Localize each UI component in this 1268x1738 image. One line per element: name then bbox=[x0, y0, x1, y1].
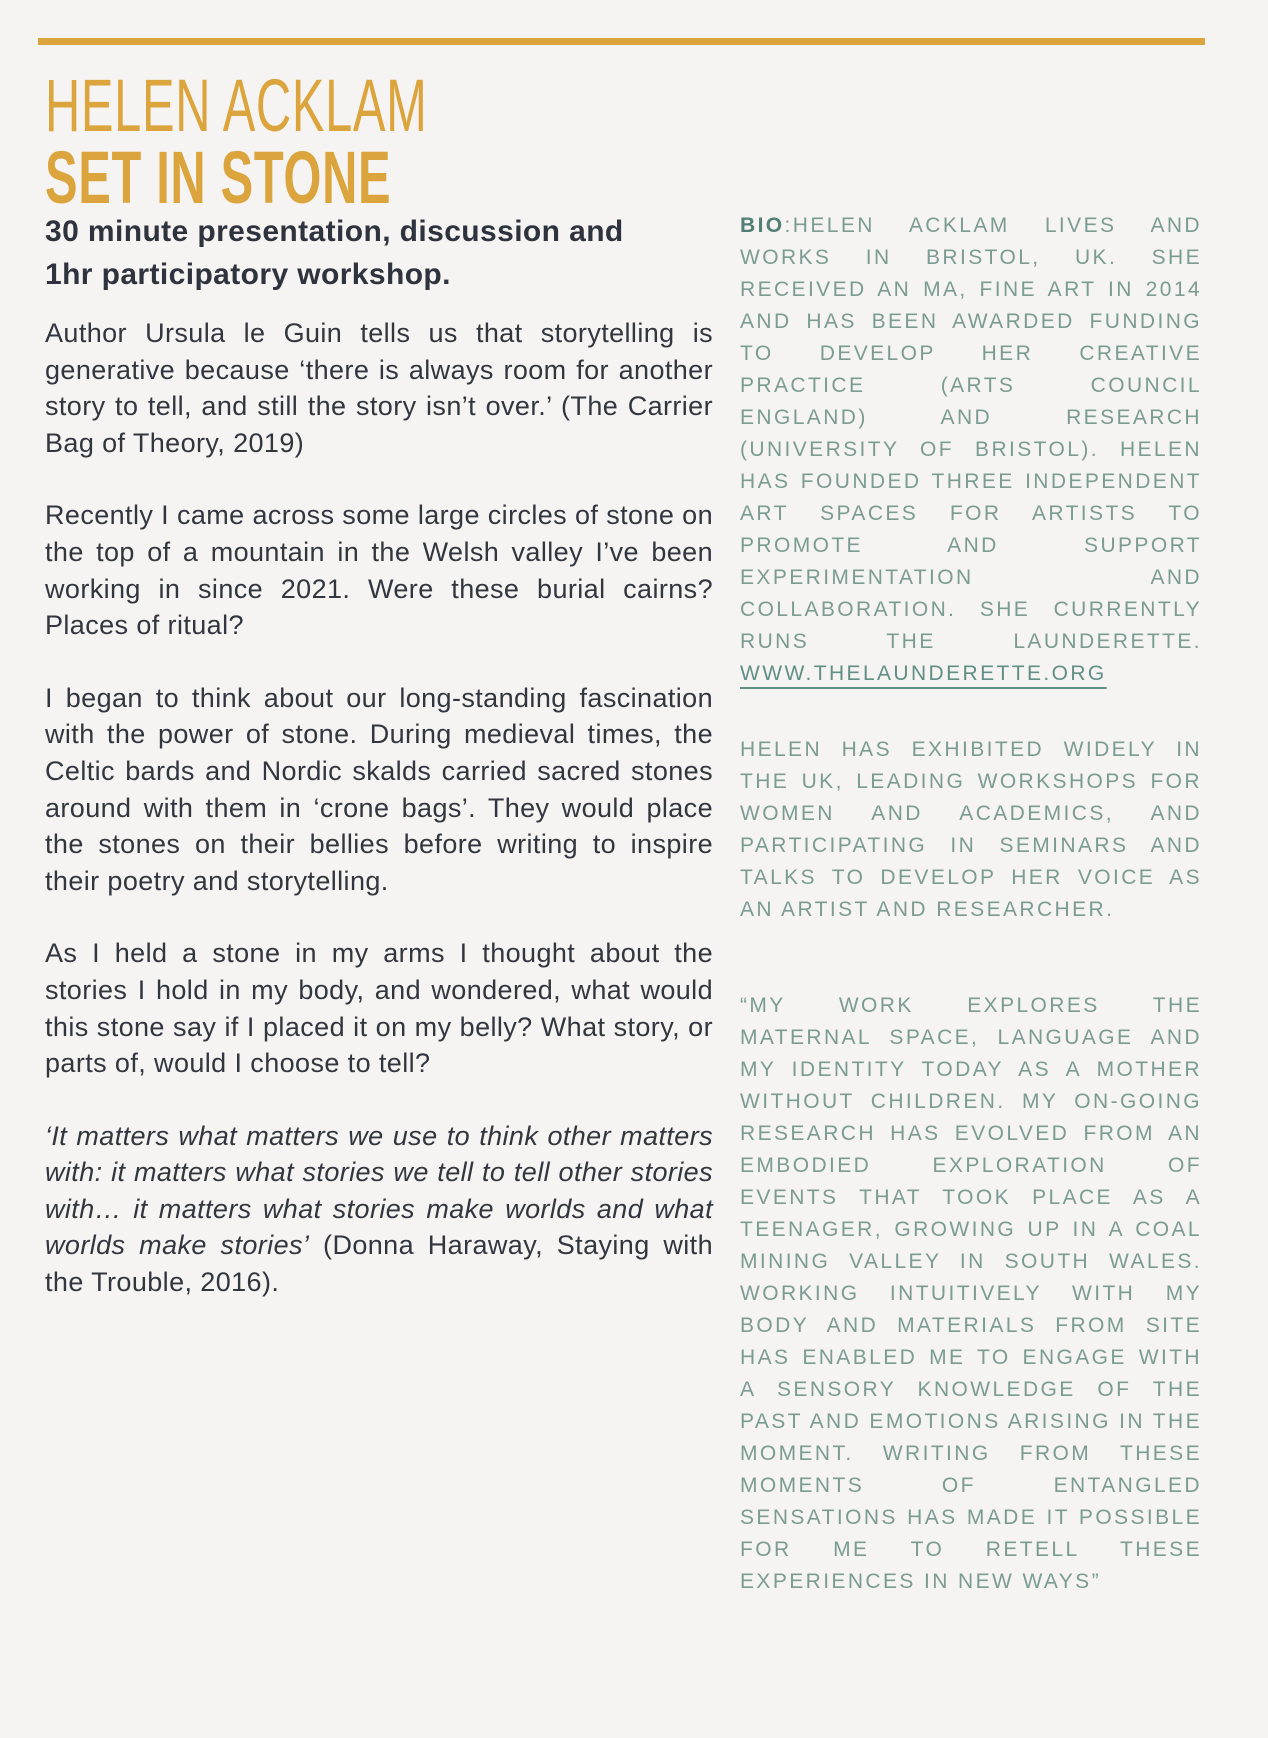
right-column-bio bbox=[740, 210, 1202, 1619]
page-title bbox=[45, 64, 625, 219]
artist-statement-quote: “MY WORK EXPLORES THE MATERNAL SPACE, LANGUAGE AND MY IDENTITY TODAY AS A MOTHER WITHOUT CHILDREN. MY ON-GOING RESEARCH HAS EVOLVED FROM AN EMBODIED EXPLORATION OF EVENTS THAT TOOK PLACE AS A TEENAGER, GROWING UP IN A COAL MINING VALLEY IN SOUTH WALES. WORKING INTUITIVELY WITH MY BODY AND MATERIALS FROM SITE HAS ENABLED ME TO ENGAGE WITH A SENSORY KNOWLEDGE OF THE PAST AND EMOTIONS ARISING IN THE MOMENT. WRITING FROM THESE MOMENTS OF ENTANGLED SENSATIONS HAS MADE IT POSSIBLE FOR ME TO RETELL THESE EXPERIENCES IN NEW WAYS” bbox=[740, 994, 1202, 1593]
bio-paragraph-2: HELEN HAS EXHIBITED WIDELY IN THE UK, LEADING WORKSHOPS FOR WOMEN AND ACADEMICS, AND PARTICIPATING IN SEMINARS AND TALKS TO DEVELOP HER VOICE AS AN ARTIST AND RESEARCHER. bbox=[740, 738, 1202, 921]
bio-text: :HELEN ACKLAM LIVES AND WORKS IN BRISTOL, UK. SHE RECEIVED AN MA, FINE ART IN 2014 AND HAS BEEN AWARDED FUNDING TO DEVELOP HER CREATIVE PRACTICE (ARTS COUNCIL ENGLAND) AND RESEARCH (UNIVERSITY OF BRISTOL). HELEN HAS FOUNDED THREE INDEPENDENT ART SPACES FOR ARTISTS TO PROMOTE AND SUPPORT EXPERIMENTATION AND COLLABORATION. SHE CURRENTLY RUNS THE LAUNDERETTE. bbox=[740, 214, 1202, 653]
session-format-subtitle: 30 minute presentation, discussion and 1hr participatory workshop. bbox=[45, 215, 624, 291]
body-paragraph: As I held a stone in my arms I thought about the stories I hold in my body, and wondered, what would this stone say if I placed it on my belly? What story, or parts of, would I choose to tell? bbox=[45, 938, 713, 1079]
page-title-name: HELEN ACKLAM bbox=[45, 64, 428, 147]
body-paragraph: I began to think about our long-standing fascination with the power of stone. During medieval times, the Celtic bards and Nordic skalds carried sacred stones around with them in ‘crone bags’. They would place the stones on their bellies before writing to inspire their poetry and storytelling. bbox=[45, 682, 713, 896]
left-column bbox=[45, 315, 713, 1301]
quote-paragraph bbox=[45, 1118, 713, 1301]
bio-label: BIO bbox=[740, 214, 785, 237]
launderette-link[interactable]: WWW.THELAUNDERETTE.ORG bbox=[740, 662, 1107, 685]
quote-attribution: (Donna Haraway, Staying with the Trouble, 2016). bbox=[45, 1230, 713, 1298]
bio-paragraph bbox=[740, 210, 1202, 658]
body-paragraph: Author Ursula le Guin tells us that storytelling is generative because ‘there is always room for another story to tell, and still the story isn’t over.’ (The Carrier Bag of Theory, 2019) bbox=[45, 318, 713, 458]
gold-divider-rule bbox=[38, 38, 1205, 45]
body-paragraph: Recently I came across some large circles of stone on the top of a mountain in the Welsh valley I’ve been working in since 2021. Were these burial cairns? Places of ritual? bbox=[45, 500, 713, 641]
quote-text: ‘It matters what matters we use to think other matters with: it matters what stories we tell to tell other stories with… it matters what stories make worlds and what worlds make stories’ bbox=[45, 1120, 713, 1261]
page-title-work: SET IN STONE bbox=[45, 136, 392, 219]
